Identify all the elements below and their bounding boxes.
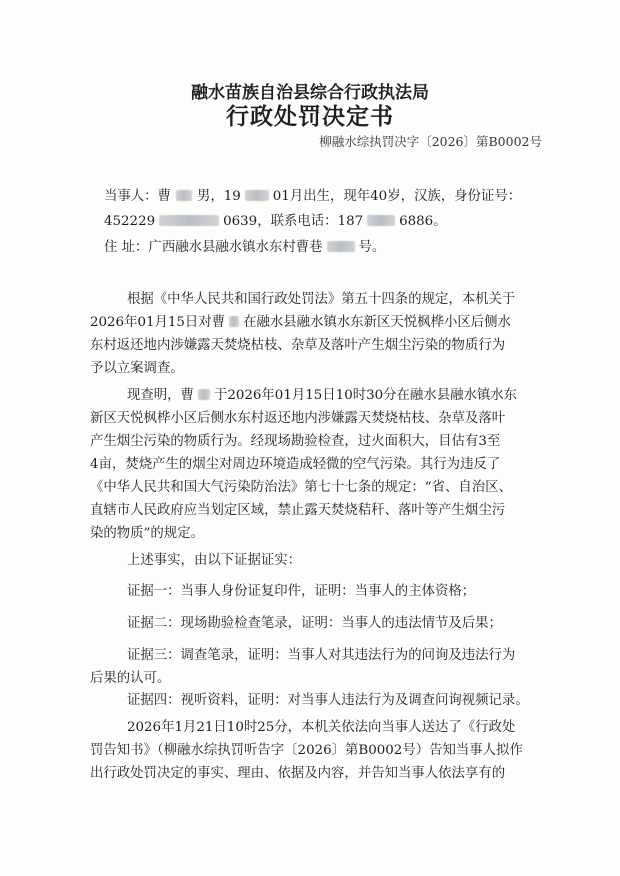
party-address <box>104 236 385 255</box>
evidence-item: 证据一：当事人身份证复印件，证明：当事人的主体资格； <box>127 584 476 599</box>
party-line-2 <box>104 210 447 229</box>
para1-text: 在融水县融水镇水东新区天悦枫桦小区后侧水 <box>243 315 511 330</box>
phone-label: 0639，联系电话：187 <box>223 214 364 229</box>
para3-line: 罚告知书》（柳融水综执罚听告字〔2026〕第B0002号）告知当事人拟作 <box>90 743 523 758</box>
para1-line <box>90 311 511 330</box>
redacted-phone <box>367 215 395 226</box>
para2-text: 于2026年01月15日10时30分在融水县融水镇水东 <box>213 388 518 403</box>
evidence-item: 后果的认可。 <box>90 671 171 686</box>
redacted-address <box>327 241 355 252</box>
para2-line: 《中华人民共和国大气污染防治法》第七十七条的规定：“省、自治区、 <box>90 480 512 495</box>
para1-line: 东村返还地内涉嫌露天焚烧枯枝、杂草及落叶产生烟尘污染的物质行为 <box>90 338 506 353</box>
para3-line: 2026年1月21日10时25分，本机关依法向当事人送达了《行政处 <box>127 720 516 735</box>
address-suffix: 号。 <box>358 240 386 255</box>
para2-line <box>127 384 517 403</box>
redacted-name <box>176 190 192 201</box>
redacted-id <box>159 215 219 226</box>
redacted-name <box>229 316 239 327</box>
para2-line: 4亩，焚烧产生的烟尘对周边环境造成轻微的空气污染。其行为违反了 <box>90 457 501 472</box>
document-title: 行政处罚决定书 <box>226 103 394 130</box>
party-name: 当事人：曹 <box>104 189 171 204</box>
para2-text: 现查明，曹 <box>127 388 194 403</box>
party-age-id-label: 01月出生，现年40岁，汉族，身份证号： <box>272 189 522 204</box>
phone-suffix: 6886。 <box>399 214 447 229</box>
document-number: 柳融水综执罚决字〔2026〕第B0002号 <box>319 134 542 149</box>
evidence-item: 证据四：视听资料，证明：对当事人违法行为及调查问询视频记录。 <box>127 693 529 708</box>
para2-line: 染的物质”的规定。 <box>90 526 204 541</box>
para2-line: 直辖市人民政府应当划定区域，禁止露天焚烧秸秆、落叶等产生烟尘污 <box>90 503 506 518</box>
evidence-item: 证据三：调查笔录，证明：当事人对其违法行为的问询及违法行为 <box>127 648 516 663</box>
id-number-prefix: 452229 <box>104 214 156 229</box>
para3-line: 出行政处罚决定的事实、理由、依据及内容，并告知当事人依法享有的 <box>90 766 506 781</box>
evidence-item: 证据二：现场勘验检查笔录，证明：当事人的违法情节及后果； <box>127 616 502 631</box>
redacted-name <box>198 389 210 400</box>
redacted-birth <box>245 190 269 201</box>
para2-line: 产生烟尘污染的物质行为。经现场勘验检查，过火面积大，目估有3至 <box>90 434 501 449</box>
agency-name: 融水苗族自治县综合行政执法局 <box>191 83 429 103</box>
party-line-1 <box>104 185 521 204</box>
para1-line: 予以立案调查。 <box>90 361 184 376</box>
para2-line: 新区天悦枫桦小区后侧水东村返还地内涉嫌露天焚烧枯枝、杂草及落叶 <box>90 411 506 426</box>
evidence-intro: 上述事实，由以下证据证实： <box>127 553 302 568</box>
para1-line: 根据《中华人民共和国行政处罚法》第五十四条的规定，本机关于 <box>127 292 516 307</box>
party-gender-birth: 男，19 <box>196 189 241 204</box>
para1-text: 2026年01月15日对曹 <box>90 315 226 330</box>
address-text: 住 址：广西融水县融水镇水东村曹巷 <box>104 240 323 255</box>
